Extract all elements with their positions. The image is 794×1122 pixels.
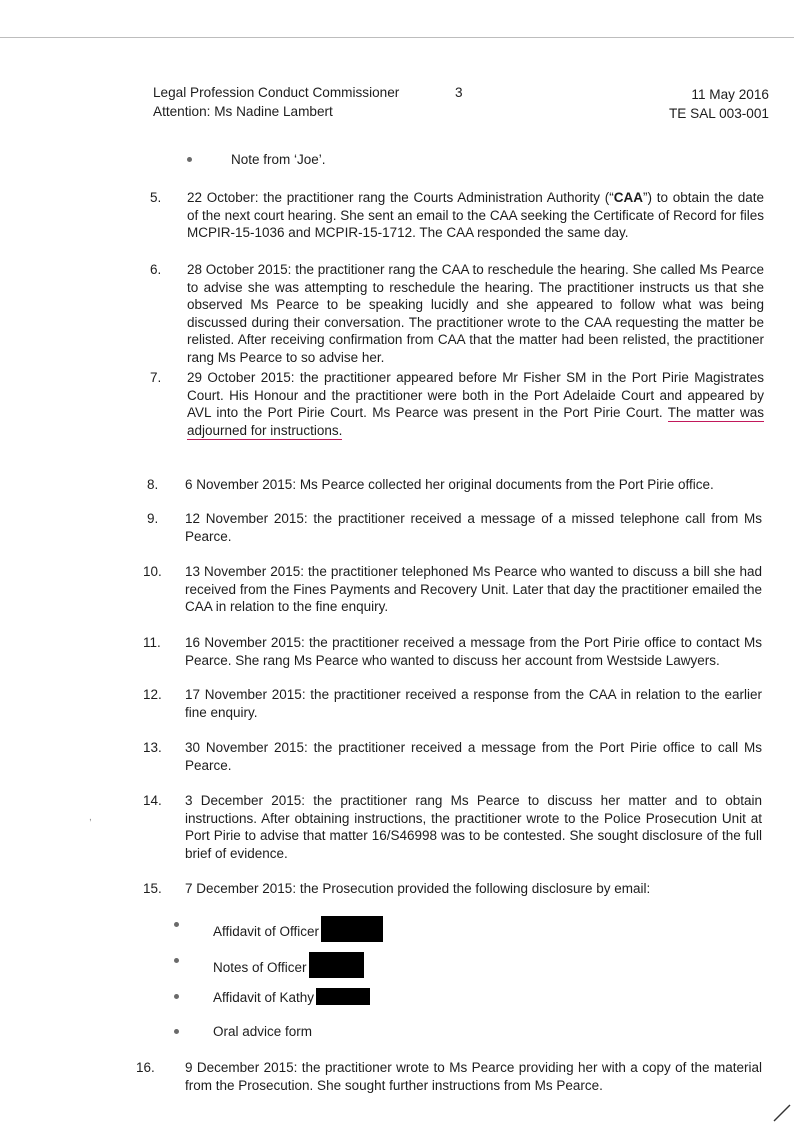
- bullet-dot-icon: [174, 922, 179, 927]
- item-number: 13.: [143, 740, 162, 755]
- item-number: 8.: [147, 477, 159, 492]
- item-number: 11.: [143, 635, 161, 650]
- bullet-dot-icon: [187, 157, 192, 162]
- bullet-dot-icon: [174, 958, 179, 963]
- bullet-text: Note from ‘Joe’.: [231, 152, 326, 167]
- defined-term: CAA: [613, 190, 644, 205]
- item-number: 10.: [143, 564, 162, 579]
- underlined-remark: The matter was adjourned for instructions.: [187, 405, 765, 438]
- item-text: 29 October 2015: the practitioner appeared before Mr Fisher SM in the Port Pirie Magistrates Court. His Honour and the practitioner were both in the Port Adelaide Court and appeared by AVL into the Port Pirie Court. Ms Pearce was present in the Port Pirie Court. The matter was adjourned for instructions.: [187, 370, 765, 438]
- scan-top-edge: [0, 37, 794, 38]
- item-number: 6.: [150, 262, 162, 277]
- item-text: 13 November 2015: the practitioner telephoned Ms Pearce who wanted to discuss a bill she had received from the Fines Payments and Recovery Unit. Later that day the practitioner emailed the CAA in relation to the fine enquiry.: [185, 564, 762, 614]
- disclosure-text: Notes of Officer: [213, 960, 307, 975]
- bullet-dot-icon: [174, 994, 179, 999]
- item-text: 22 October: the practitioner rang the Courts Administration Authority (“CAA”) to obtain the date of the next court hearing. She sent an email to the CAA seeking the Certificate of Record for files MCPIR-15-1036 and MCPIR-15-1712. The CAA responded the same day.: [187, 190, 765, 240]
- letter-date: 11 May 2016: [691, 87, 769, 102]
- item-text: 17 November 2015: the practitioner received a response from the CAA in relation to the earlier fine enquiry.: [185, 687, 762, 720]
- disclosure-text: Affidavit of Kathy: [213, 990, 315, 1005]
- attention-line: Attention: Ms Nadine Lambert: [153, 104, 333, 119]
- addressee-name: Legal Profession Conduct Commissioner: [153, 85, 400, 100]
- item-number: 5.: [150, 190, 162, 205]
- item-number: 14.: [143, 793, 162, 808]
- letter-addressee-block: [153, 83, 399, 121]
- item-text: 3 December 2015: the practitioner rang Ms Pearce to discuss her matter and to obtain instructions. After obtaining instructions, the practitioner wrote to the Police Prosecution Unit at Port Pirie to advise that matter 16/S46998 was to be contested. She sought disclosure of the full brief of evidence.: [185, 793, 762, 861]
- item-text: 28 October 2015: the practitioner rang the CAA to reschedule the hearing. She called Ms Pearce to advise she was attempting to reschedule the hearing. The practitioner instructs us that she observed Ms Pearce to be speaking lucidly and she appeared to follow what was being discussed during their conversation. The practitioner wrote to the CAA requesting the matter be relisted. After receiving confirmation from CAA that the matter had been relisted, the practitioner rang Ms Pearce to so advise her.: [187, 262, 764, 365]
- file-reference: TE SAL 003-001: [668, 106, 769, 121]
- redaction-box: [316, 988, 370, 1005]
- redaction-box: [309, 952, 364, 978]
- item-number: 16.: [136, 1060, 155, 1075]
- item-text: 16 November 2015: the practitioner received a message from the Port Pirie office to contact Ms Pearce. She rang Ms Pearce who wanted to discuss her account from Westside Lawyers.: [185, 635, 762, 668]
- item-number: 15.: [143, 881, 162, 896]
- item-number: 7.: [150, 370, 162, 385]
- item-text: 6 November 2015: Ms Pearce collected her original documents from the Port Pirie office.: [185, 477, 714, 492]
- page-number: 3: [455, 85, 463, 100]
- scan-speck: ,: [89, 812, 92, 823]
- disclosure-text: Affidavit of Officer: [213, 924, 320, 939]
- item-number: 12.: [143, 687, 162, 702]
- bullet-dot-icon: [174, 1029, 179, 1034]
- item-text: 7 December 2015: the Prosecution provided the following disclosure by email:: [185, 881, 651, 896]
- pen-stroke-mark: [772, 1102, 792, 1122]
- disclosure-text: Oral advice form: [213, 1024, 313, 1039]
- item-number: 9.: [147, 511, 159, 526]
- item-text: 30 November 2015: the practitioner received a message from the Port Pirie office to call Ms Pearce.: [185, 740, 762, 773]
- redaction-box: [321, 916, 383, 942]
- item-text: 12 November 2015: the practitioner received a message of a missed telephone call from Ms Pearce.: [185, 511, 762, 544]
- date-reference-block: [669, 85, 769, 123]
- item-text: 9 December 2015: the practitioner wrote to Ms Pearce providing her with a copy of the material from the Prosecution. She sought further instructions from Ms Pearce.: [185, 1060, 762, 1093]
